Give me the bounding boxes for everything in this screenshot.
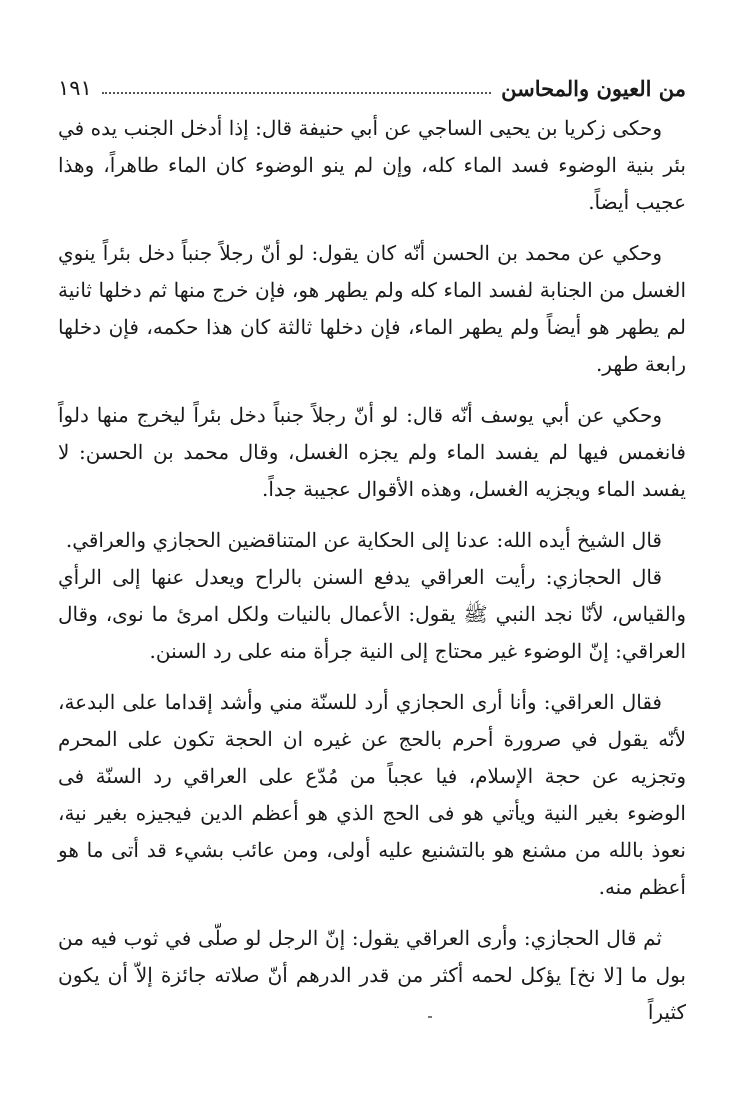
paragraph-5: قال الحجازي: رأيت العراقي يدفع السنن بالراح ويعدل عنها إلى الرأي والقياس، لأنّا نجد النبي ﷺ يقول: الأعمال بالنيات ولكل امرئ ما نوى، وقال العراقي: إنّ الوضوء غير محتاج إلى النية جرأة منه على رد السنن. [58, 565, 686, 663]
paragraph-1: وحكى زكريا بن يحيى الساجي عن أبي حنيفة قال: إذا أدخل الجنب يده في بئر بنية الوضوء فسد الماء كله، وإن لم ينو الوضوء كان الماء طاهراً، وهذا عجيب أيضاً. [58, 116, 686, 214]
paragraph-3: وحكي عن أبي يوسف أنّه قال: لو أنّ رجلاً جنباً دخل بئراً ليخرج منها دلواً فانغمس فيها لم يفسد الماء ولم يجزه الغسل، وقال محمد بن الحسن: لا يفسد الماء ويجزيه الغسل، وهذه الأقوال عجيبة جداً. [58, 403, 686, 501]
paragraph-4: قال الشيخ أيده الله: عدنا إلى الحكاية عن المتناقضين الحجازي والعراقي. [65, 528, 662, 552]
book-page [58, 70, 686, 1031]
paragraph-7: ثم قال الحجازي: وأرى العراقي يقول: إنّ الرجل لو صلّى في ثوب فيه من بول ما [لا نخ] يؤكل لحمه أكثر من قدر الدرهم أنّ صلاته جائزة إلاّ أن يكون كثيراً [58, 926, 686, 1024]
scan-mark [428, 1016, 432, 1018]
chapter-title: من العيون والمحاسن [501, 75, 686, 101]
paragraph-6: فقال العراقي: وأنا أرى الحجازي أرد للسنّة مني وأشد إقداما على البدعة، لأنّه يقول في صرورة أحرم بالحج عن غيره ان الحجة تكون على المحرم وتجزيه عن حجة الإسلام، فيا عجباً من مُدّع على العراقي رد السنّة فى الوضوء بغير النية ويأتي هو فى الحج الذي هو أعظم الدين فيجيزه بغير نية، نعوذ بالله من مشنع هو بالتشنيع عليه أولى، ومن عائب بشيء قد أتى ما هو أعظم منه. [58, 690, 686, 899]
header-leader-dots [102, 82, 491, 94]
running-header [58, 70, 686, 106]
paragraph-2: وحكي عن محمد بن الحسن أنّه كان يقول: لو أنّ رجلاً جنباً دخل بئراً ينوي الغسل من الجنابة لفسد الماء كله ولم يطهر هو، فإن خرج منها ثم دخلها ثانية لم يطهر هو أيضاً ولم يطهر الماء، فإن دخلها ثالثة كان هذا حكمه، فإن دخلها رابعة طهر. [58, 241, 686, 376]
page-number: ١٩١ [58, 76, 92, 100]
body-text [58, 110, 686, 1031]
